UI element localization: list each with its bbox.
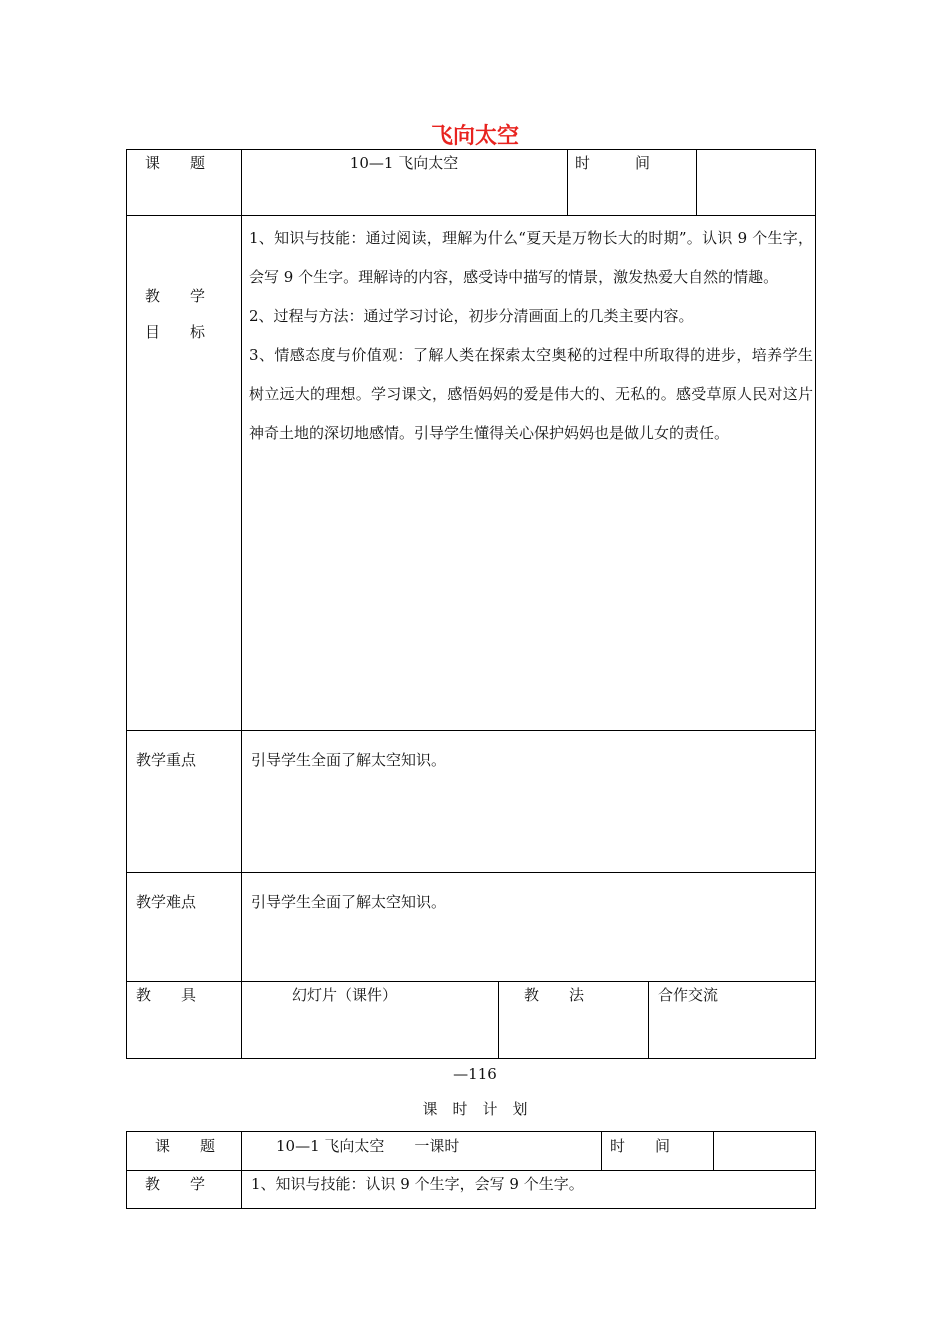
time-label-2: 时 间 bbox=[610, 1137, 671, 1155]
method-label: 教 法 bbox=[524, 986, 585, 1004]
goal-item: 1、知识与技能：通过阅读，理解为什么“夏天是万物长大的时期”。认识 9 个生字，会写 9 个生字。理解诗的内容，感受诗中描写的情景，激发热爱大自然的情趣。 bbox=[249, 229, 813, 286]
difficulty-value: 引导学生全面了解太空知识。 bbox=[251, 893, 447, 911]
tools-label: 教 具 bbox=[136, 986, 197, 1004]
tools-value: 幻灯片（课件） bbox=[292, 986, 398, 1004]
method-value: 合作交流 bbox=[658, 986, 719, 1004]
page-number: —116 bbox=[453, 1065, 497, 1083]
key-points-label: 教学重点 bbox=[136, 751, 197, 769]
topic-value: 10—1 飞向太空 bbox=[349, 154, 459, 172]
goal-label-line2: 目 标 bbox=[145, 323, 206, 341]
goal-item: 3、情感态度与价值观：了解人类在探索太空奥秘的过程中所取得的进步，培养学生树立远大的理想。学习课文，感悟妈妈的爱是伟大的、无私的。感受草原人民对这片神奇土地的深切地感情。引导学生懂得关心保护妈妈也是做儿女的责任。 bbox=[249, 346, 813, 442]
topic-label: 课 题 bbox=[145, 154, 206, 172]
goal-value-2: 1、知识与技能：认识 9 个生字，会写 9 个生字。 bbox=[251, 1175, 584, 1193]
goals-text bbox=[249, 219, 813, 453]
goal-label-line1: 教 学 bbox=[145, 287, 206, 305]
difficulty-label: 教学难点 bbox=[136, 893, 197, 911]
goal-label-2: 教 学 bbox=[145, 1175, 206, 1193]
goal-item: 2、过程与方法：通过学习讨论，初步分清画面上的几类主要内容。 bbox=[249, 307, 694, 325]
document-title: 飞向太空 bbox=[430, 124, 519, 149]
time-label: 时 间 bbox=[575, 154, 651, 172]
topic-value-2: 10—1 飞向太空 一课时 bbox=[276, 1137, 460, 1155]
section-title: 课 时 计 划 bbox=[422, 1100, 528, 1118]
key-points-value: 引导学生全面了解太空知识。 bbox=[251, 751, 447, 769]
topic-label-2: 课 题 bbox=[155, 1137, 216, 1155]
